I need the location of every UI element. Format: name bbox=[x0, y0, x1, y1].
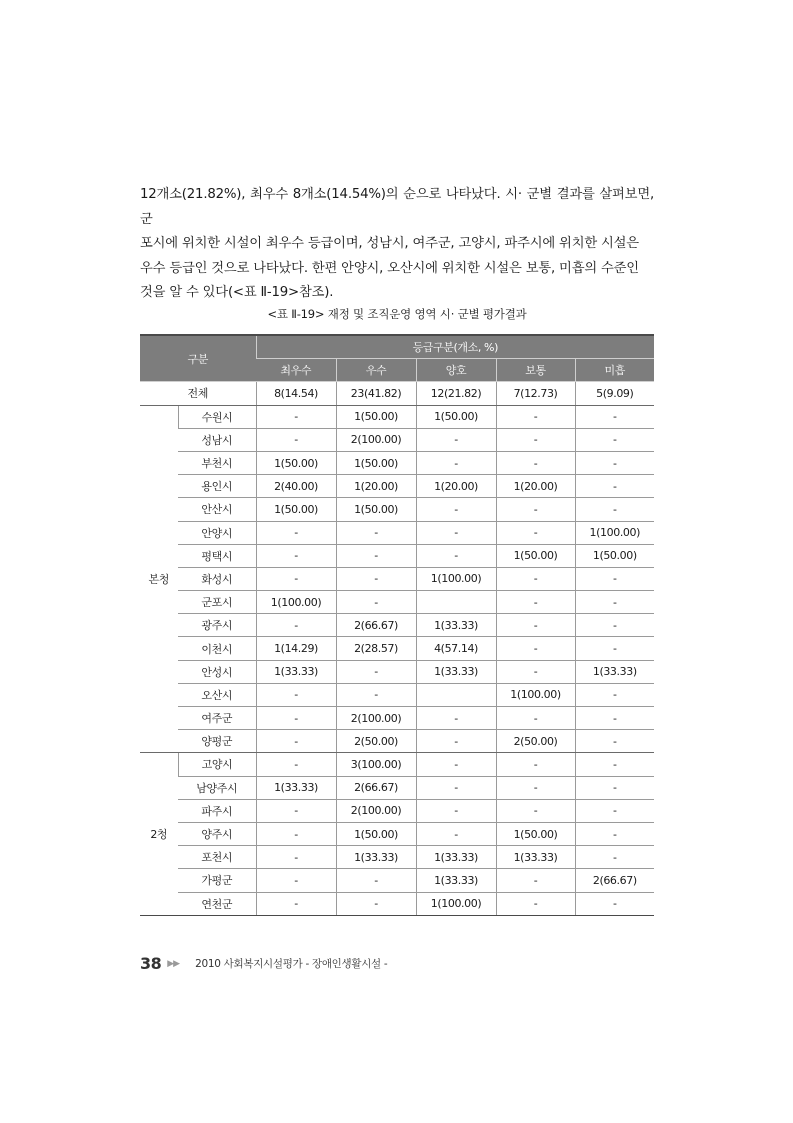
table-cell: 1(33.33) bbox=[575, 660, 654, 683]
table-cell: - bbox=[256, 707, 336, 730]
table-cell: - bbox=[575, 799, 654, 822]
table-row bbox=[140, 846, 654, 869]
table-cell: - bbox=[496, 660, 575, 683]
city-name: 안성시 bbox=[178, 660, 256, 683]
city-name: 이천시 bbox=[178, 637, 256, 660]
city-name: 연천군 bbox=[178, 892, 256, 915]
table-cell: 3(100.00) bbox=[336, 753, 416, 776]
table-cell: 1(50.00) bbox=[336, 822, 416, 845]
table-cell: - bbox=[575, 498, 654, 521]
table-cell: - bbox=[256, 521, 336, 544]
table-cell: - bbox=[416, 498, 496, 521]
city-name: 부천시 bbox=[178, 451, 256, 474]
table-cell: 1(50.00) bbox=[256, 498, 336, 521]
table-row bbox=[140, 428, 654, 451]
table-row-total bbox=[140, 382, 654, 405]
header-grade: 우수 bbox=[336, 359, 416, 382]
table-cell: 2(40.00) bbox=[256, 475, 336, 498]
table-cell: - bbox=[416, 822, 496, 845]
city-name: 화성시 bbox=[178, 567, 256, 590]
table-cell: - bbox=[575, 428, 654, 451]
table-cell: - bbox=[496, 637, 575, 660]
table-cell: - bbox=[575, 776, 654, 799]
table-cell: 2(66.67) bbox=[575, 869, 654, 892]
table-cell: - bbox=[496, 799, 575, 822]
table-cell: - bbox=[575, 892, 654, 915]
header-grade: 보통 bbox=[496, 359, 575, 382]
table-cell: 1(33.33) bbox=[496, 846, 575, 869]
table-cell: - bbox=[336, 683, 416, 706]
table-cell: - bbox=[336, 892, 416, 915]
table-cell: - bbox=[496, 428, 575, 451]
table-cell: - bbox=[575, 451, 654, 474]
city-name: 고양시 bbox=[178, 753, 256, 776]
table-cell: 1(33.33) bbox=[256, 776, 336, 799]
table-cell: - bbox=[336, 544, 416, 567]
city-name: 광주시 bbox=[178, 614, 256, 637]
table-cell: - bbox=[256, 405, 336, 428]
table-cell: - bbox=[496, 869, 575, 892]
table-cell: - bbox=[575, 753, 654, 776]
paragraph-line: 우수 등급인 것으로 나타났다. 한편 안양시, 오산시에 위치한 시설은 보통, 미흡의 수준인 bbox=[140, 260, 639, 276]
city-name: 양평군 bbox=[178, 730, 256, 753]
table-caption: <표 Ⅱ-19> 재정 및 조직운영 영역 시· 군별 평가결과 bbox=[267, 307, 527, 321]
group-label: 본청 bbox=[140, 405, 178, 753]
table-cell: - bbox=[416, 799, 496, 822]
table-cell: - bbox=[336, 869, 416, 892]
table-cell: 2(50.00) bbox=[496, 730, 575, 753]
total-label: 전체 bbox=[140, 382, 256, 405]
page-number: 38 bbox=[140, 954, 162, 973]
table-row bbox=[140, 567, 654, 590]
page-footer bbox=[140, 954, 387, 973]
paragraph-line: 것을 알 수 있다(<표 Ⅱ-19>참조). bbox=[140, 285, 334, 300]
city-name: 평택시 bbox=[178, 544, 256, 567]
table-cell: - bbox=[575, 405, 654, 428]
table-cell: 2(100.00) bbox=[336, 799, 416, 822]
table-cell: - bbox=[575, 614, 654, 637]
city-name: 성남시 bbox=[178, 428, 256, 451]
table-cell: 5(9.09) bbox=[575, 382, 654, 405]
table-cell: - bbox=[496, 892, 575, 915]
table-cell: - bbox=[416, 521, 496, 544]
table-body bbox=[140, 382, 654, 915]
table-cell: 2(100.00) bbox=[336, 428, 416, 451]
table-cell: 23(41.82) bbox=[336, 382, 416, 405]
table-row bbox=[140, 498, 654, 521]
table-cell: 1(50.00) bbox=[416, 405, 496, 428]
table-cell: 1(20.00) bbox=[496, 475, 575, 498]
table-cell: 7(12.73) bbox=[496, 382, 575, 405]
table-cell: 1(14.29) bbox=[256, 637, 336, 660]
table-row bbox=[140, 405, 654, 428]
table-cell: 1(50.00) bbox=[256, 451, 336, 474]
table-cell: 1(100.00) bbox=[416, 892, 496, 915]
header-category: 구분 bbox=[140, 335, 256, 382]
table-cell: - bbox=[256, 799, 336, 822]
table-cell: 1(100.00) bbox=[496, 683, 575, 706]
table-cell: - bbox=[575, 730, 654, 753]
table-row bbox=[140, 799, 654, 822]
table-row bbox=[140, 544, 654, 567]
table-row bbox=[140, 869, 654, 892]
table-cell: 1(20.00) bbox=[416, 475, 496, 498]
city-name: 안산시 bbox=[178, 498, 256, 521]
table-cell: - bbox=[256, 846, 336, 869]
table-cell: 1(33.33) bbox=[256, 660, 336, 683]
table-cell: - bbox=[496, 753, 575, 776]
table-cell: 8(14.54) bbox=[256, 382, 336, 405]
table-row bbox=[140, 683, 654, 706]
table-row bbox=[140, 892, 654, 915]
city-name: 군포시 bbox=[178, 591, 256, 614]
table-cell: 1(50.00) bbox=[496, 544, 575, 567]
table-cell: - bbox=[416, 428, 496, 451]
table-cell: 2(66.67) bbox=[336, 776, 416, 799]
table-cell: 1(33.33) bbox=[416, 869, 496, 892]
table-row bbox=[140, 591, 654, 614]
header-grade: 최우수 bbox=[256, 359, 336, 382]
table-cell: 2(66.67) bbox=[336, 614, 416, 637]
table-cell: - bbox=[256, 614, 336, 637]
table-cell: 2(28.57) bbox=[336, 637, 416, 660]
table-cell: - bbox=[575, 822, 654, 845]
table-cell: - bbox=[496, 451, 575, 474]
group-label: 2청 bbox=[140, 753, 178, 915]
table-cell: - bbox=[256, 428, 336, 451]
table-cell: - bbox=[575, 846, 654, 869]
table-cell: 1(50.00) bbox=[496, 822, 575, 845]
table-row bbox=[140, 475, 654, 498]
footer-title: 2010 사회복지시설평가 - 장애인생활시설 - bbox=[195, 958, 388, 970]
city-name: 포천시 bbox=[178, 846, 256, 869]
table-row bbox=[140, 614, 654, 637]
table-cell: 1(33.33) bbox=[416, 614, 496, 637]
table-cell: - bbox=[575, 683, 654, 706]
table-cell: 1(50.00) bbox=[336, 498, 416, 521]
table-cell: - bbox=[256, 892, 336, 915]
header-grade: 양호 bbox=[416, 359, 496, 382]
table-cell: - bbox=[256, 544, 336, 567]
city-name: 수원시 bbox=[178, 405, 256, 428]
body-paragraph bbox=[140, 183, 654, 306]
paragraph-line: 12개소(21.82%), 최우수 8개소(14.54%)의 순으로 나타났다. 시· 군별 결과를 살펴보면, 군 bbox=[140, 187, 654, 227]
table-row bbox=[140, 707, 654, 730]
table-cell: 1(100.00) bbox=[575, 521, 654, 544]
table-cell: 2(50.00) bbox=[336, 730, 416, 753]
table-cell: 1(33.33) bbox=[416, 660, 496, 683]
table-cell: - bbox=[496, 498, 575, 521]
table-cell: - bbox=[416, 753, 496, 776]
city-name: 용인시 bbox=[178, 475, 256, 498]
table-cell: 2(100.00) bbox=[336, 707, 416, 730]
table-row bbox=[140, 637, 654, 660]
table-row bbox=[140, 521, 654, 544]
city-name: 오산시 bbox=[178, 683, 256, 706]
table-cell: - bbox=[575, 591, 654, 614]
table-cell: 1(50.00) bbox=[336, 451, 416, 474]
table-cell: - bbox=[496, 521, 575, 544]
table-cell: - bbox=[336, 521, 416, 544]
table-cell: - bbox=[256, 567, 336, 590]
table-row bbox=[140, 753, 654, 776]
table-cell: 1(50.00) bbox=[336, 405, 416, 428]
city-name: 양주시 bbox=[178, 822, 256, 845]
table-cell: 1(20.00) bbox=[336, 475, 416, 498]
table-cell: 4(57.14) bbox=[416, 637, 496, 660]
table-cell: - bbox=[575, 637, 654, 660]
evaluation-table bbox=[140, 334, 654, 916]
city-name: 남양주시 bbox=[178, 776, 256, 799]
table-cell: - bbox=[575, 475, 654, 498]
table-cell: 1(33.33) bbox=[416, 846, 496, 869]
city-name: 여주군 bbox=[178, 707, 256, 730]
table-cell: - bbox=[256, 683, 336, 706]
city-name: 안양시 bbox=[178, 521, 256, 544]
header-grade-group: 등급구분(개소, %) bbox=[256, 335, 654, 359]
table-cell: - bbox=[336, 660, 416, 683]
table-cell: - bbox=[256, 730, 336, 753]
table-cell: - bbox=[496, 591, 575, 614]
table-row bbox=[140, 451, 654, 474]
table-cell: - bbox=[416, 707, 496, 730]
table-cell: - bbox=[496, 776, 575, 799]
table-cell: - bbox=[336, 567, 416, 590]
table-cell: - bbox=[336, 591, 416, 614]
city-name: 가평군 bbox=[178, 869, 256, 892]
table-cell: 12(21.82) bbox=[416, 382, 496, 405]
table-cell: - bbox=[496, 614, 575, 637]
table-cell: - bbox=[496, 567, 575, 590]
table-cell: - bbox=[575, 707, 654, 730]
arrow-icon: ▶▶ bbox=[167, 958, 180, 969]
table-cell: 1(33.33) bbox=[336, 846, 416, 869]
table-cell: - bbox=[256, 869, 336, 892]
table-row bbox=[140, 822, 654, 845]
table-cell: - bbox=[256, 822, 336, 845]
table-cell: 1(100.00) bbox=[416, 567, 496, 590]
table-cell: - bbox=[416, 451, 496, 474]
table-cell bbox=[416, 683, 496, 706]
table-cell: - bbox=[575, 567, 654, 590]
table-cell: - bbox=[416, 776, 496, 799]
table-cell bbox=[416, 591, 496, 614]
table-row bbox=[140, 776, 654, 799]
table-cell: - bbox=[416, 544, 496, 567]
table-cell: 1(100.00) bbox=[256, 591, 336, 614]
table-cell: - bbox=[496, 707, 575, 730]
header-grade: 미흡 bbox=[575, 359, 654, 382]
paragraph-line: 포시에 위치한 시설이 최우수 등급이며, 성남시, 여주군, 고양시, 파주시에 위치한 시설은 bbox=[140, 236, 639, 251]
table-cell: 1(50.00) bbox=[575, 544, 654, 567]
city-name: 파주시 bbox=[178, 799, 256, 822]
table-cell: - bbox=[256, 753, 336, 776]
table-cell: - bbox=[496, 405, 575, 428]
table-cell: - bbox=[416, 730, 496, 753]
table-row bbox=[140, 730, 654, 753]
table-row bbox=[140, 660, 654, 683]
